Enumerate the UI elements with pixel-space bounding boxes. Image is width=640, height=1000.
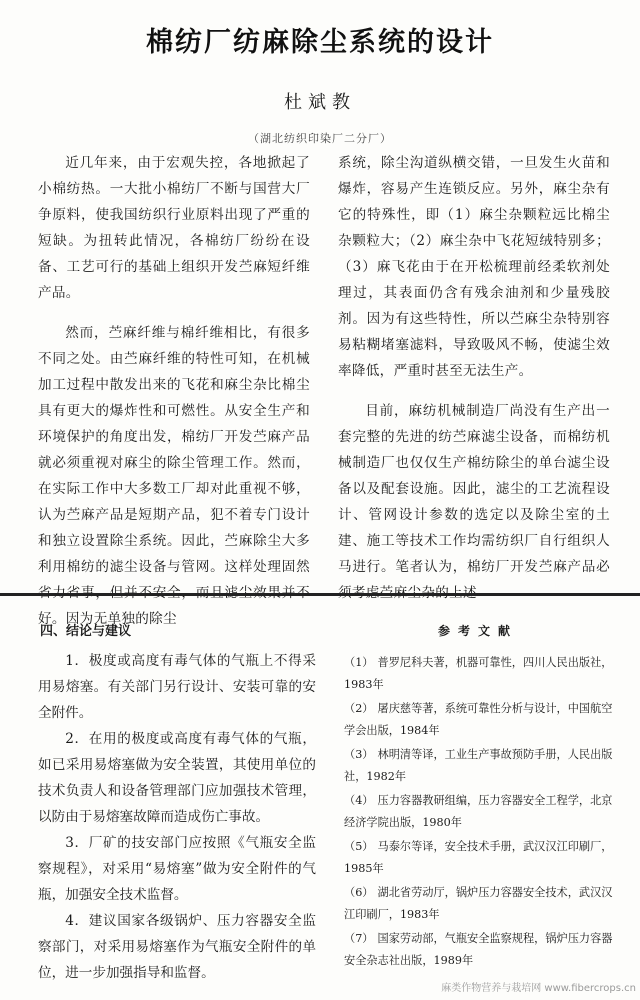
reference-number: （6）	[344, 886, 374, 899]
references-list	[344, 652, 618, 974]
conclusion-item: 1．极度或高度有毒气体的气瓶上不得采用易熔塞。有关部门另行设计、安装可靠的安全附件。	[38, 653, 316, 721]
reference-item	[344, 790, 618, 833]
section-divider	[0, 593, 640, 596]
reference-number: （7）	[344, 932, 374, 945]
conclusion-item: 4．建议国家各级锅炉、压力容器安全监察部门，对采用易熔塞作为气瓶安全附件的单位，进一步加强指导和监督。	[38, 913, 316, 981]
reference-number: （3）	[344, 748, 374, 761]
reference-number: （2）	[344, 702, 374, 715]
conclusion-item: 3．厂矿的技安部门应按照《气瓶安全监察规程》，对采用“易熔塞”做为安全附件的气瓶，加强安全技术监督。	[38, 835, 316, 903]
reference-item	[344, 698, 618, 741]
reference-text: 湖北省劳动厅，锅炉压力容器安全技术，武汉汉江印刷厂，1983年	[344, 886, 613, 921]
article-author: 杜斌教	[284, 92, 356, 113]
reference-item	[344, 744, 618, 787]
reference-text: 普罗尼科夫著，机器可靠性，四川人民出版社，1983年	[344, 656, 613, 691]
body-paragraph: 近几年来，由于宏观失控，各地掀起了小棉纺热。一大批小棉纺厂不断与国营大厂争原料，使我国纺织行业原料出现了严重的短缺。为扭转此情况，各棉纺厂纷纷在设备、工艺可行的基础上组织开发苎麻短纤维产品。	[38, 155, 310, 301]
reference-item	[344, 882, 618, 925]
conclusions-section	[38, 648, 316, 986]
article-title: 棉纺厂纺麻除尘系统的设计	[146, 27, 494, 58]
body-paragraph: 然而，苎麻纤维与棉纤维相比，有很多不同之处。由苎麻纤维的特性可知，在机械加工过程中散发出来的飞花和麻尘杂比棉尘具有更大的爆炸性和可燃性。从安全生产和环境保护的角度出发，棉纺厂开发苎麻产品就必须重视对麻尘的除尘管理工作。然而，在实际工作中大多数工厂却对此重视不够，认为苎麻产品是短期产品，犯不着专门设计和独立设置除尘系统。因此，苎麻除尘大多利用棉纺的滤尘设备与管网。这样处理固然 好。因为无单独的除尘	[38, 325, 310, 627]
site-watermark: 麻类作物营养与栽培网 www.fibercrops.cn	[441, 983, 636, 994]
reference-text: 屠庆慈等著，系统可靠性分析与设计，中国航空学会出版，1984年	[344, 702, 613, 737]
reference-item	[344, 836, 618, 879]
body-paragraph: 目前，麻纺机械制造厂尚没有生产出一套完整的先进的纺苎麻滤尘设备，而棉纺机械制造厂也仅仅生产棉纺除尘的单台滤尘设备以及配套设施。因此，滤尘的工艺流程设计、管网设计参数的选定以及除尘室的土建、施工等技术工作均需纺织厂自行组织人马进行。笔者认为，棉纺厂开发苎麻产品必	[338, 403, 610, 575]
reference-text: 国家劳动部，气瓶安全监察规程，锅炉压力容器安全杂志社出版，1989年	[344, 932, 613, 967]
reference-text: 马泰尔等译，安全技术手册，武汉汉江印刷厂，1985年	[344, 840, 613, 875]
reference-item	[344, 652, 618, 695]
reference-text: 压力容器教研组编，压力容器安全工程学，北京经济学院出版，1980年	[344, 794, 613, 829]
conclusion-item: 2．在用的极度或高度有毒气体的气瓶，如已采用易熔塞做为安全装置，其使用单位的技术负责人和设备管理部门应加强技术管理，以防由于易熔塞故障而造成伤亡事故。	[38, 731, 316, 825]
body-column-left	[38, 150, 310, 632]
body-paragraph: 系统，除尘沟道纵横交错，一旦发生火苗和爆炸，容易产生连锁反应。另外，麻尘杂有它的特殊性，即（1）麻尘杂颗粒远比棉尘杂颗粒大；（2）麻尘杂中飞花短绒特别多；（3）麻飞花由于在开松梳理前经柔软剂处理过，其表面仍含有残余油剂和少量残胶剂。因为有这些特性，所以苎麻尘杂特别容易粘糊堵塞滤料，导致吸风不畅，使滤尘效率降低，严重时甚至无法生产。	[338, 155, 610, 379]
reference-number: （5）	[344, 840, 374, 853]
article-affiliation: （湖北纺织印染厂二分厂）	[248, 132, 392, 145]
references-heading: 参考文献	[437, 624, 518, 638]
reference-text: 林明清等译，工业生产事故预防手册，人民出版社，1982年	[344, 748, 613, 783]
reference-number: （4）	[344, 794, 374, 807]
reference-number: （1）	[344, 656, 374, 669]
reference-item	[344, 928, 618, 971]
conclusions-heading: 四、结论与建议	[40, 624, 132, 639]
body-column-right	[338, 150, 610, 606]
